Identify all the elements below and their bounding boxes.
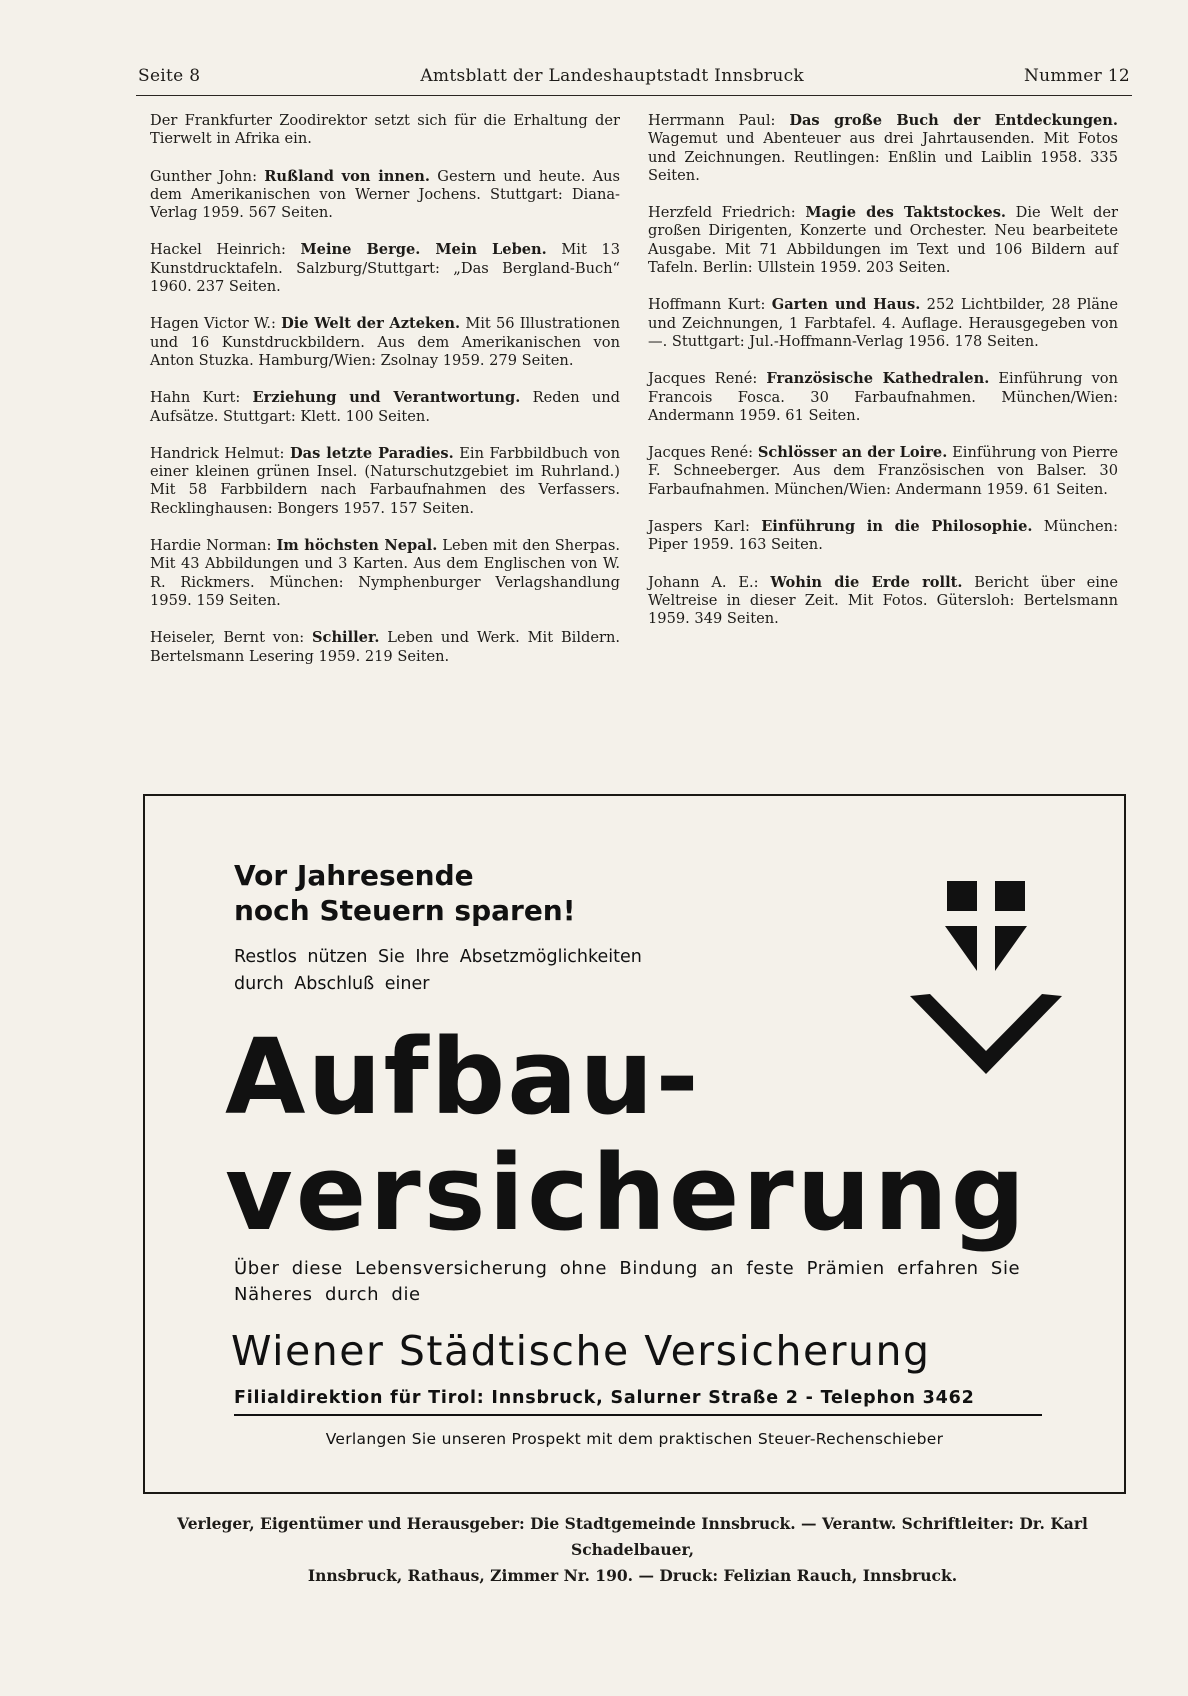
page-header [138,66,1130,86]
ad-footer: Verlangen Sie unseren Prospekt mit dem praktischen Steuer-Rechenschieber [325,1430,944,1448]
header-rule [136,95,1132,96]
book-entry: Der Frankfurter Zoodirektor setzt sich für die Erhaltung der Tierwelt in Afrika ein. [150,112,620,148]
ad-product-line-1: Aufbau- [225,1016,701,1138]
book-entry: Handrick Helmut: Das letzte Paradies. Ein Farbbildbuch von einer kleinen grünen Insel. (Naturschutzgebiet im Ruhrland.) Mit 58 Farbbildern nach Farbaufnahmen des Verfassers. Recklinghausen: Bongers 1957. 157 Seiten. [150,444,620,517]
insurer-logo-icon [905,876,1085,1076]
book-entry: Johann A. E.: Wohin die Erde rollt. Bericht über eine Weltreise in dieser Zeit. Mit Fotos. Gütersloh: Bertelsmann 1959. 349 Seiten. [648,573,1118,628]
left-column [150,112,620,685]
publication-title: Amtsblatt der Landeshauptstadt Innsbruck [420,66,805,86]
insurance-advertisement [143,794,1126,1494]
logo-wedge-icon [945,926,977,971]
book-entry: Hardie Norman: Im höchsten Nepal. Leben mit den Sherpas. Mit 43 Abbildungen und 3 Karten. Aus dem Englischen von W. R. Rickmers. München: Nymphenburger Verlagshandlung 1959. 159 Seiten. [150,537,620,609]
book-entry: Jaspers Karl: Einführung in die Philosophie. München: Piper 1959. 163 Seiten. [648,518,1118,554]
book-entry: Herrmann Paul: Das große Buch der Entdeckungen. Wagemut und Abenteuer aus drei Jahrtausenden. Mit Fotos und Zeichnungen. Reutlingen: Enßlin und Laiblin 1958. 335 Seiten. [648,112,1118,184]
ad-company-name: Wiener Städtische Versicherung [231,1327,931,1375]
ad-branch-address: Filialdirektion für Tirol: Innsbruck, Salurner Straße 2 - Telephon 3462 [234,1386,1042,1416]
book-entry: Hagen Victor W.: Die Welt der Azteken. Mit 56 Illustrationen und 16 Kunstdruckbildern. Aus dem Amerikanischen von Anton Stuzka. Hamburg/Wien: Zsolnay 1959. 279 Seiten. [150,315,621,369]
book-entry: Gunther John: Rußland von innen. Gestern und heute. Aus dem Amerikanischen von Werner Jochens. Stuttgart: Diana-Verlag 1959. 567 Seiten. [150,167,621,222]
logo-wedge-icon [995,926,1027,971]
right-column [648,112,1118,648]
imprint: Verleger, Eigentümer und Herausgeber: Die Stadtgemeinde Innsbruck. — Verantw. Schriftleiter: Dr. Karl Schadelbauer, Innsbruck, Rathaus, Zimmer Nr. 190. — Druck: Felizian Rauch, Innsbruck. [177,1514,1088,1585]
page-number: Seite 8 [138,66,201,86]
book-entry: Herzfeld Friedrich: Magie des Taktstockes. Die Welt der großen Dirigenten, Konzerte und Orchester. Neu bearbeitete Ausgabe. Mit 71 Abbildungen im Text und 106 Bildern auf Tafeln. Berlin: Ullstein 1959. 203 Seiten. [648,204,1118,277]
ad-headline: Vor Jahresende noch Steuern sparen! [234,859,576,927]
ad-product-line-2: versicherung [225,1132,1029,1254]
ad-body: Über diese Lebensversicherung ohne Bindung an feste Prämien erfahren Sie Näheres durch die [234,1258,1021,1305]
logo-square-icon [995,881,1025,911]
logo-square-icon [947,881,977,911]
book-entry: Hahn Kurt: Erziehung und Verantwortung. Reden und Aufsätze. Stuttgart: Klett. 100 Seiten. [150,389,621,425]
book-entry: Jacques René: Schlösser an der Loire. Einführung von Pierre F. Schneeberger. Aus dem Französischen von Balser. 30 Farbaufnahmen. München/Wien: Andermann 1959. 61 Seiten. [648,444,1118,498]
book-entry: Hackel Heinrich: Meine Berge. Mein Leben. Mit 13 Kunstdrucktafeln. Salzburg/Stuttgart: „Das Bergland-Buch“ 1960. 237 Seiten. [150,241,621,296]
book-entry: Jacques René: Französische Kathedralen. Einführung von Francois Fosca. 30 Farbaufnahmen. München/Wien: Andermann 1959. 61 Seiten. [648,370,1118,424]
issue-number: Nummer 12 [1024,66,1130,86]
book-entry: Heiseler, Bernt von: Schiller. Leben und Werk. Mit Bildern. Bertelsmann Lesering 1959. 219 Seiten. [150,629,620,665]
logo-chevron-icon [910,994,1062,1074]
book-entry: Hoffmann Kurt: Garten und Haus. 252 Lichtbilder, 28 Pläne und Zeichnungen, 1 Farbtafel. 4. Auflage. Herausgegeben von —. Stuttgart: Jul.-Hoffmann-Verlag 1956. 178 Seiten. [648,296,1118,350]
ad-intro: Restlos nützen Sie Ihre Absetzmöglichkeiten durch Abschluß einer [234,947,642,994]
